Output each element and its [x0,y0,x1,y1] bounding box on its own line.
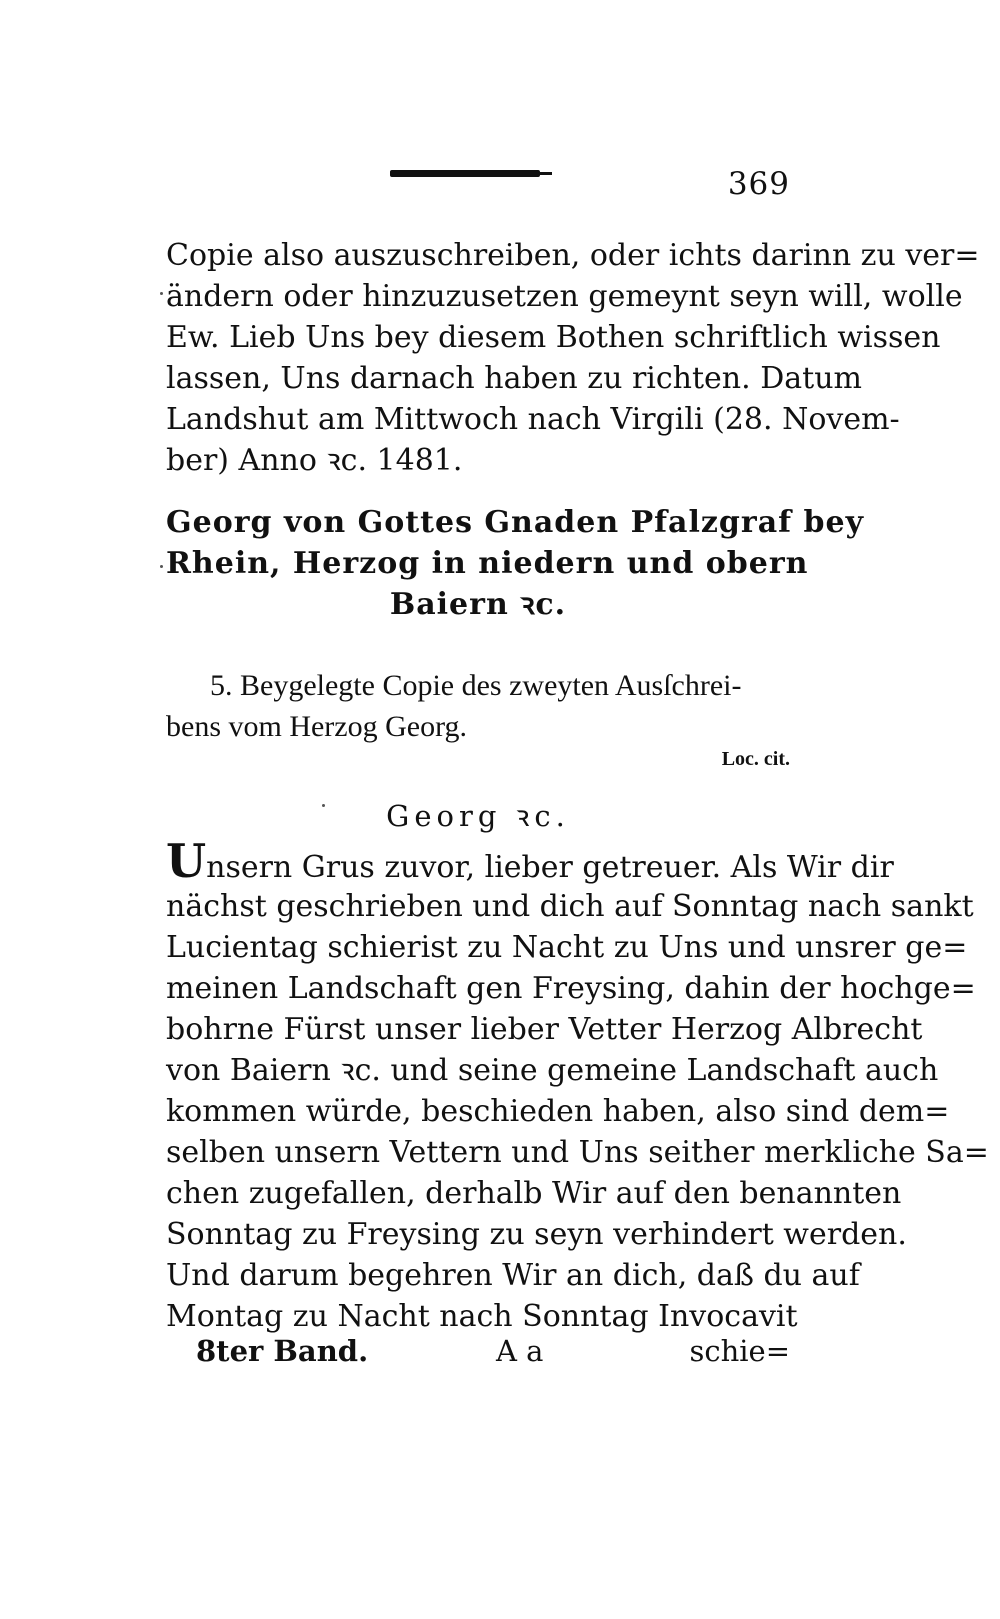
paper-speck [160,292,163,295]
letter-title: Georg ꝛc. [386,799,570,833]
page-number: 369 [727,166,790,202]
catchword: schie= [689,1334,790,1368]
text-line: ändern oder hinzuzusetzen gemeynt seyn will, wolle [166,279,963,314]
text-line: selben unsern Vettern und Uns seither merkliche Sa= [166,1135,989,1170]
signature-heading-line: Baiern ꝛc. [389,587,567,622]
text-line: lassen, Uns darnach haben zu richten. Datum [166,361,862,396]
section-heading-line: bens vom Herzog Georg. [166,710,468,743]
header-rule [390,170,540,177]
letter-line-text: nsern Grus zuvor, lieber getreuer. Als Wir dir [206,850,894,885]
text-line: kommen würde, beschieden haben, also sind dem= [166,1094,950,1129]
text-line: Und darum begehren Wir an dich, daß du auf [166,1258,860,1293]
text-line: Lucientag schierist zu Nacht zu Uns und unsrer ge= [166,930,968,965]
paper-speck [160,565,163,568]
text-line: chen zugefallen, derhalb Wir auf den benannten [166,1176,902,1211]
section-heading-line: 5. Beygelegte Copie des zweyten Ausſchrei- [210,669,742,702]
signature-mark: 8ter Band. [196,1334,369,1368]
text-line: bohrne Fürst unser lieber Vetter Herzog Albrecht [166,1012,923,1047]
signature-heading-line: Rhein, Herzog in niedern und obern [166,546,809,581]
text-line: von Baiern ꝛc. und seine gemeine Landschaft auch [166,1053,939,1088]
gathering-mark: A a [496,1334,544,1368]
page-footer [166,1334,790,1374]
signature-heading-line: Georg von Gottes Gnaden Pfalzgraf bey [166,505,864,540]
text-line: Montag zu Nacht nach Sonntag Invocavit [166,1299,798,1334]
text-line: Landshut am Mittwoch nach Virgili (28. Novem- [166,402,900,437]
source-reference: Loc. cit. [721,748,790,770]
paper-speck [322,804,325,807]
text-line: ber) Anno ꝛc. 1481. [166,443,463,478]
text-line: nächst geschrieben und dich auf Sonntag nach sankt [166,889,974,924]
text-line: Copie also auszuschreiben, oder ichts darinn zu ver= [166,238,980,273]
text-line: meinen Landschaft gen Freysing, dahin der hochge= [166,971,976,1006]
drop-initial: U [166,834,207,888]
text-line: Sonntag zu Freysing zu seyn verhindert werden. [166,1217,907,1252]
letter-line-first [166,834,894,888]
text-line: Ew. Lieb Uns bey diesem Bothen schriftlich wissen [166,320,941,355]
